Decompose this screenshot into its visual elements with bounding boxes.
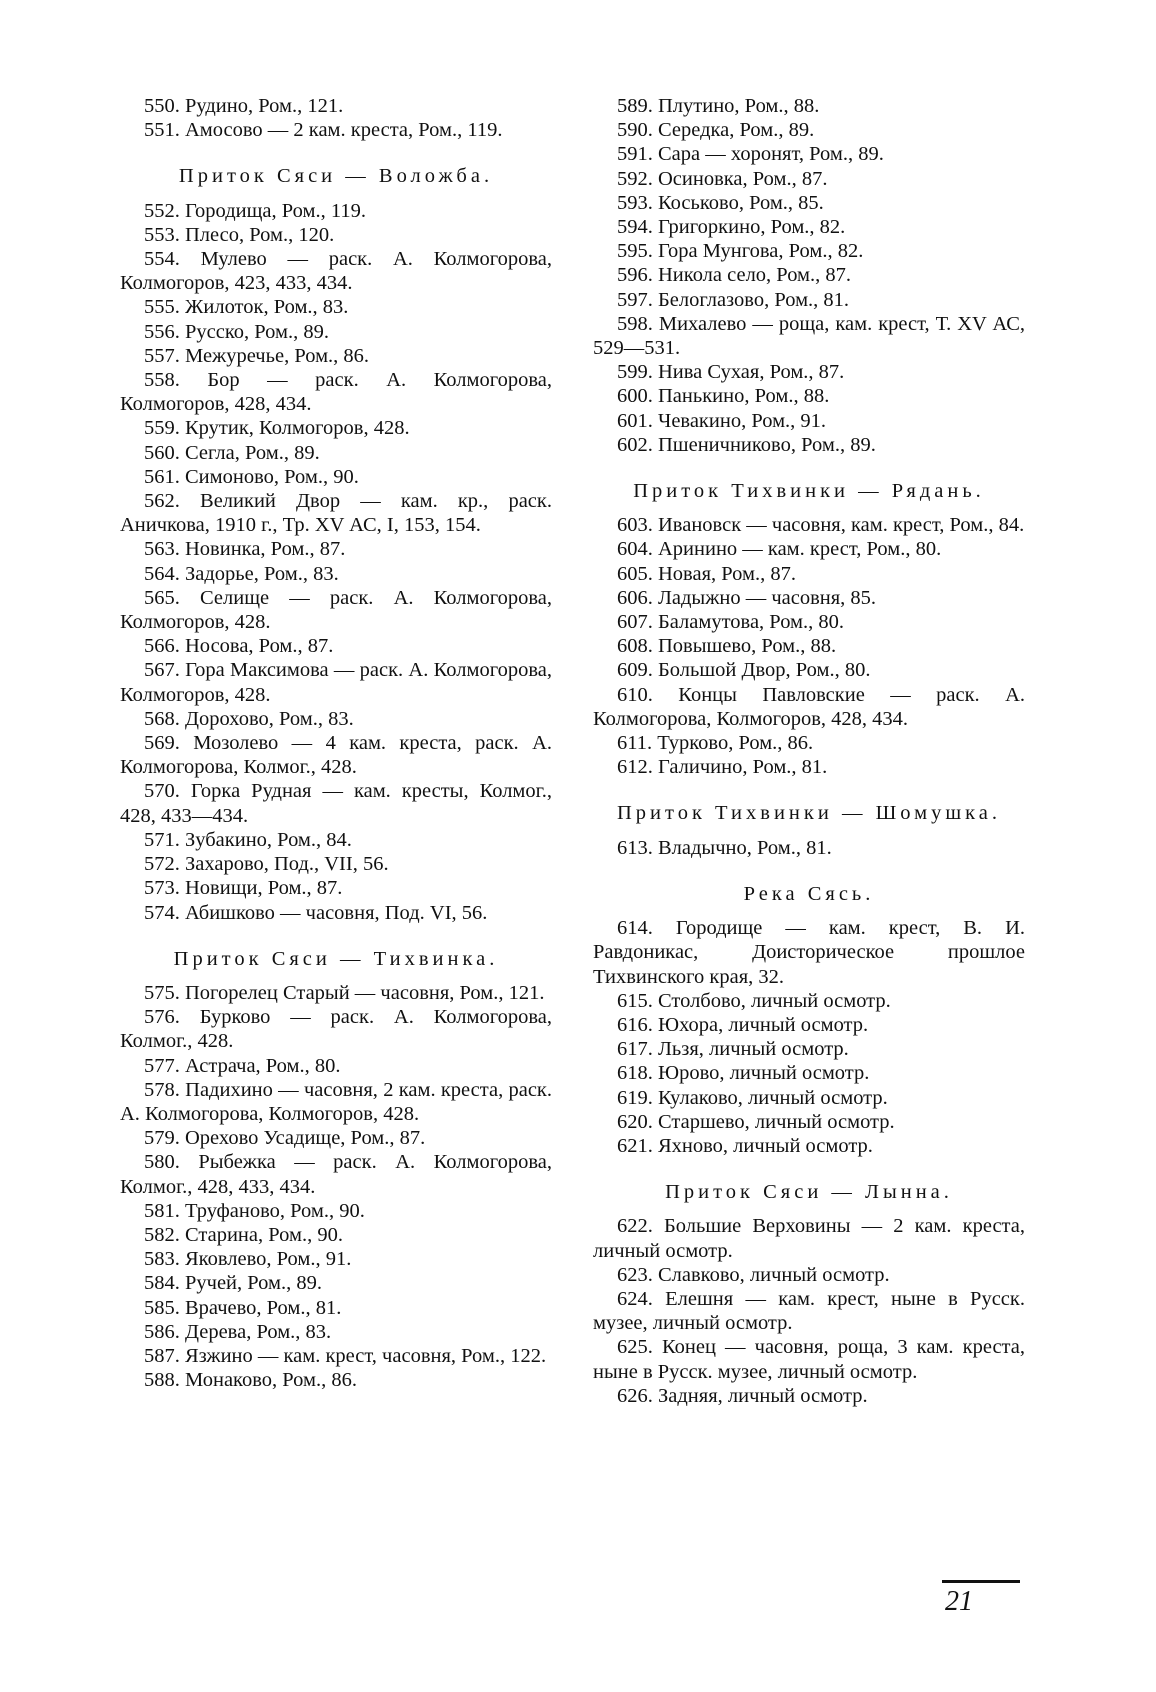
gazetteer-entry: 594. Григоркино, Ром., 82. bbox=[617, 216, 846, 239]
gazetteer-entry: 595. Гора Мунгова, Ром., 82. bbox=[617, 240, 864, 263]
gazetteer-entry: 552. Городища, Ром., 119. bbox=[144, 199, 366, 222]
section-heading: Приток Сяси — Тихвинка. bbox=[173, 947, 499, 970]
gazetteer-entry: 561. Симоново, Ром., 90. bbox=[144, 465, 359, 488]
gazetteer-entry: 562. Великий Двор — кам. кр., раск. Аничкова, 1910 г., Тр. XV АС, I, 153, 154. bbox=[120, 490, 552, 537]
gazetteer-entry: 582. Старина, Ром., 90. bbox=[144, 1223, 343, 1246]
gazetteer-entry: 585. Врачево, Ром., 81. bbox=[144, 1296, 342, 1319]
section-heading: Приток Тихвинки — Рядань. bbox=[633, 480, 985, 503]
gazetteer-entry: 615. Столбово, личный осмотр. bbox=[617, 989, 891, 1012]
gazetteer-entry: 625. Конец — часовня, роща, 3 кам. креста, ныне в Русск. музее, личный осмотр. bbox=[593, 1336, 1025, 1383]
gazetteer-entry: 568. Дорохово, Ром., 83. bbox=[144, 707, 354, 730]
gazetteer-entry: 626. Задняя, личный осмотр. bbox=[617, 1384, 868, 1407]
gazetteer-entry: 583. Яковлево, Ром., 91. bbox=[144, 1248, 352, 1271]
gazetteer-entry: 559. Крутик, Колмогоров, 428. bbox=[144, 417, 410, 440]
gazetteer-entry: 573. Новищи, Ром., 87. bbox=[144, 877, 343, 900]
gazetteer-entry: 597. Белоглазово, Ром., 81. bbox=[617, 288, 850, 311]
gazetteer-entry: 604. Аринино — кам. крест, Ром., 80. bbox=[617, 538, 942, 561]
gazetteer-entry: 560. Сегла, Ром., 89. bbox=[144, 441, 320, 464]
gazetteer-entry: 586. Дерева, Ром., 83. bbox=[144, 1320, 332, 1343]
gazetteer-entry: 598. Михалево — роща, кам. крест, Т. XV АС, 529—531. bbox=[593, 312, 1025, 360]
gazetteer-entry: 555. Жилоток, Ром., 83. bbox=[144, 296, 349, 319]
folio-rule bbox=[942, 1580, 1020, 1583]
gazetteer-entry: 551. Амосово — 2 кам. креста, Ром., 119. bbox=[144, 119, 503, 142]
gazetteer-entry: 574. Абишково — часовня, Под. VI, 56. bbox=[144, 901, 488, 924]
gazetteer-entry: 572. Захарово, Под., VII, 56. bbox=[144, 853, 389, 876]
gazetteer-entry: 623. Славково, личный осмотр. bbox=[617, 1263, 890, 1286]
gazetteer-entry: 591. Сара — хоронят, Ром., 89. bbox=[617, 143, 884, 166]
gazetteer-entry: 610. Концы Павловские — раск. А. Колмогорова, Колмогоров, 428, 434. bbox=[593, 683, 1025, 730]
gazetteer-entry: 607. Баламутова, Ром., 80. bbox=[617, 611, 845, 634]
gazetteer-entry: 603. Ивановск — часовня, кам. крест, Ром., 84. bbox=[617, 514, 1025, 537]
gazetteer-entry: 619. Кулаково, личный осмотр. bbox=[617, 1086, 888, 1109]
gazetteer-entry: 617. Льзя, личный осмотр. bbox=[617, 1038, 849, 1061]
gazetteer-entry: 554. Мулево — раск. А. Колмогорова, Колмогоров, 423, 433, 434. bbox=[120, 248, 552, 295]
gazetteer-entry: 564. Задорье, Ром., 83. bbox=[144, 562, 339, 585]
gazetteer-entry: 611. Турково, Ром., 86. bbox=[617, 732, 814, 755]
gazetteer-entry: 592. Осиновка, Ром., 87. bbox=[617, 167, 828, 190]
gazetteer-entry: 556. Русско, Ром., 89. bbox=[144, 320, 329, 343]
gazetteer-entry: 621. Яхново, личный осмотр. bbox=[617, 1134, 873, 1157]
gazetteer-entry: 596. Никола село, Ром., 87. bbox=[617, 264, 852, 287]
gazetteer-entry: 575. Погорелец Старый — часовня, Ром., 121. bbox=[144, 981, 545, 1004]
page-number: 21 bbox=[945, 1586, 973, 1617]
gazetteer-entry: 601. Чевакино, Ром., 91. bbox=[617, 409, 827, 432]
right-column bbox=[593, 94, 1025, 1408]
gazetteer-entry: 606. Ладыжно — часовня, 85. bbox=[617, 586, 877, 609]
gazetteer-entry: 599. Нива Сухая, Ром., 87. bbox=[617, 361, 845, 384]
gazetteer-entry: 566. Носова, Ром., 87. bbox=[144, 635, 334, 658]
gazetteer-entry: 563. Новинка, Ром., 87. bbox=[144, 538, 346, 561]
gazetteer-entry: 618. Юрово, личный осмотр. bbox=[617, 1062, 870, 1085]
gazetteer-entry: 588. Монаково, Ром., 86. bbox=[144, 1369, 357, 1392]
gazetteer-entry: 569. Мозолево — 4 кам. креста, раск. А. Колмогорова, Колмог., 428. bbox=[120, 732, 552, 779]
gazetteer-entry: 581. Труфаново, Ром., 90. bbox=[144, 1199, 365, 1222]
gazetteer-entry: 593. Коськово, Ром., 85. bbox=[617, 191, 824, 214]
gazetteer-entry: 613. Владычно, Ром., 81. bbox=[617, 836, 832, 859]
gazetteer-entry: 609. Большой Двор, Ром., 80. bbox=[617, 659, 871, 682]
gazetteer-entry: 587. Язжино — кам. крест, часовня, Ром., 122. bbox=[144, 1344, 547, 1367]
section-heading: Приток Тихвинки — Шомушка. bbox=[616, 802, 1001, 825]
gazetteer-entry: 579. Орехово Усадище, Ром., 87. bbox=[144, 1127, 426, 1150]
gazetteer-entry: 624. Елешня — кам. крест, ныне в Русск. музее, личный осмотр. bbox=[593, 1287, 1025, 1335]
gazetteer-entry: 571. Зубакино, Ром., 84. bbox=[144, 828, 352, 851]
gazetteer-entry: 558. Бор — раск. А. Колмогорова, Колмогоров, 428, 434. bbox=[120, 369, 552, 416]
gazetteer-entry: 570. Горка Рудная — кам. кресты, Колмог., 428, 433—434. bbox=[120, 780, 552, 827]
section-heading: Приток Сяси — Лынна. bbox=[665, 1181, 953, 1204]
gazetteer-entry: 576. Бурково — раск. А. Колмогорова, Колмог., 428. bbox=[120, 1006, 552, 1053]
gazetteer-entry: 602. Пшеничниково, Ром., 89. bbox=[617, 433, 876, 456]
gazetteer-entry: 550. Рудино, Ром., 121. bbox=[144, 95, 344, 117]
left-column bbox=[120, 94, 552, 1392]
gazetteer-entry: 605. Новая, Ром., 87. bbox=[617, 562, 796, 585]
gazetteer-entry: 589. Плутино, Ром., 88. bbox=[617, 95, 820, 117]
gazetteer-entry: 557. Межуречье, Ром., 86. bbox=[144, 344, 370, 367]
gazetteer-entry: 590. Середка, Ром., 89. bbox=[617, 119, 815, 142]
gazetteer-entry: 620. Старшево, личный осмотр. bbox=[617, 1110, 895, 1133]
gazetteer-entry: 616. Юхора, личный осмотр. bbox=[617, 1013, 869, 1036]
gazetteer-entry: 622. Большие Верховины — 2 кам. креста, личный осмотр. bbox=[593, 1215, 1025, 1262]
gazetteer-entry: 577. Астрача, Ром., 80. bbox=[144, 1054, 341, 1077]
gazetteer-entry: 578. Падихино — часовня, 2 кам. креста, раск. А. Колмогорова, Колмогоров, 428. bbox=[120, 1078, 552, 1125]
gazetteer-entry: 567. Гора Максимова — раск. А. Колмогорова, Колмогоров, 428. bbox=[120, 659, 552, 706]
gazetteer-entry: 553. Плесо, Ром., 120. bbox=[144, 223, 335, 246]
gazetteer-entry: 565. Селище — раск. А. Колмогорова, Колмогоров, 428. bbox=[120, 586, 552, 634]
gazetteer-entry: 600. Панькино, Ром., 88. bbox=[617, 385, 830, 408]
gazetteer-entry: 584. Ручей, Ром., 89. bbox=[144, 1272, 323, 1295]
gazetteer-entry: 608. Повышево, Ром., 88. bbox=[617, 635, 837, 658]
gazetteer-entry: 612. Галичино, Ром., 81. bbox=[617, 756, 828, 779]
section-heading: Река Сясь. bbox=[743, 882, 875, 905]
gazetteer-entry: 580. Рыбежка — раск. А. Колмогорова, Колмог., 428, 433, 434. bbox=[120, 1151, 552, 1198]
section-heading: Приток Сяси — Воложба. bbox=[178, 165, 494, 188]
gazetteer-entry: 614. Городище — кам. крест, В. И. Равдоникас, Доисторическое прошлое Тихвинского края, 32. bbox=[593, 917, 1025, 988]
